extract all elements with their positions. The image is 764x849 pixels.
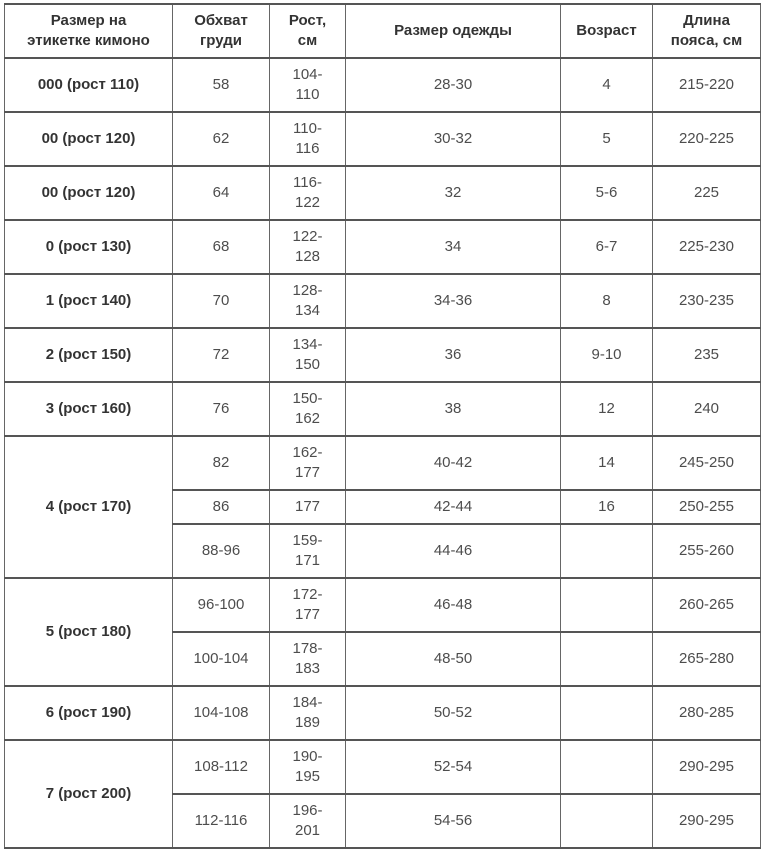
table-row — [5, 578, 761, 632]
chest-cell: 108-112 — [173, 740, 270, 794]
chest-cell: 82 — [173, 436, 270, 490]
height-cell: 177 — [270, 490, 346, 524]
clothing-size-cell: 44-46 — [346, 524, 561, 578]
clothing-size-cell: 54-56 — [346, 794, 561, 848]
belt-length-cell: 280-285 — [653, 686, 761, 740]
clothing-size-cell: 32 — [346, 166, 561, 220]
age-cell: 5 — [561, 112, 653, 166]
kimono-size-table — [4, 3, 761, 849]
age-cell: 6-7 — [561, 220, 653, 274]
table-row — [5, 382, 761, 436]
chest-cell: 72 — [173, 328, 270, 382]
belt-length-cell: 245-250 — [653, 436, 761, 490]
height-cell: 184- 189 — [270, 686, 346, 740]
chest-cell: 68 — [173, 220, 270, 274]
clothing-size-cell: 52-54 — [346, 740, 561, 794]
size-label-cell: 6 (рост 190) — [5, 686, 173, 740]
chest-cell: 58 — [173, 58, 270, 112]
clothing-size-cell: 46-48 — [346, 578, 561, 632]
belt-length-cell: 290-295 — [653, 794, 761, 848]
age-cell: 9-10 — [561, 328, 653, 382]
clothing-size-cell: 36 — [346, 328, 561, 382]
chest-cell: 76 — [173, 382, 270, 436]
age-cell — [561, 794, 653, 848]
size-label-cell: 5 (рост 180) — [5, 578, 173, 686]
age-cell: 4 — [561, 58, 653, 112]
belt-length-cell: 215-220 — [653, 58, 761, 112]
belt-length-cell: 290-295 — [653, 740, 761, 794]
age-cell: 8 — [561, 274, 653, 328]
height-cell: 110- 116 — [270, 112, 346, 166]
table-row — [5, 220, 761, 274]
chest-cell: 104-108 — [173, 686, 270, 740]
size-label-cell: 0 (рост 130) — [5, 220, 173, 274]
age-cell: 16 — [561, 490, 653, 524]
height-cell: 150- 162 — [270, 382, 346, 436]
clothing-size-cell: 48-50 — [346, 632, 561, 686]
clothing-size-cell: 30-32 — [346, 112, 561, 166]
age-cell — [561, 686, 653, 740]
chest-cell: 64 — [173, 166, 270, 220]
table-row — [5, 112, 761, 166]
belt-length-cell: 220-225 — [653, 112, 761, 166]
age-cell — [561, 524, 653, 578]
age-cell — [561, 632, 653, 686]
size-label-cell: 4 (рост 170) — [5, 436, 173, 578]
table-row — [5, 686, 761, 740]
height-cell: 116- 122 — [270, 166, 346, 220]
table-row — [5, 328, 761, 382]
age-cell: 14 — [561, 436, 653, 490]
chest-cell: 86 — [173, 490, 270, 524]
height-cell: 159- 171 — [270, 524, 346, 578]
clothing-size-cell: 40-42 — [346, 436, 561, 490]
table-row — [5, 274, 761, 328]
clothing-size-cell: 42-44 — [346, 490, 561, 524]
clothing-size-cell: 38 — [346, 382, 561, 436]
age-cell: 5-6 — [561, 166, 653, 220]
chest-cell: 70 — [173, 274, 270, 328]
chest-cell: 112-116 — [173, 794, 270, 848]
belt-length-cell: 225 — [653, 166, 761, 220]
table-row — [5, 58, 761, 112]
belt-length-cell: 260-265 — [653, 578, 761, 632]
size-label-cell: 2 (рост 150) — [5, 328, 173, 382]
clothing-size-cell: 28-30 — [346, 58, 561, 112]
col-header-belt-length: Длина пояса, см — [653, 4, 761, 58]
belt-length-cell: 240 — [653, 382, 761, 436]
size-label-cell: 00 (рост 120) — [5, 112, 173, 166]
height-cell: 190- 195 — [270, 740, 346, 794]
col-header-chest: Обхват груди — [173, 4, 270, 58]
col-header-clothing-size: Размер одежды — [346, 4, 561, 58]
age-cell — [561, 740, 653, 794]
height-cell: 196- 201 — [270, 794, 346, 848]
belt-length-cell: 250-255 — [653, 490, 761, 524]
header-row — [5, 4, 761, 58]
belt-length-cell: 265-280 — [653, 632, 761, 686]
height-cell: 162- 177 — [270, 436, 346, 490]
chest-cell: 62 — [173, 112, 270, 166]
belt-length-cell: 225-230 — [653, 220, 761, 274]
size-label-cell: 3 (рост 160) — [5, 382, 173, 436]
table-row — [5, 740, 761, 794]
height-cell: 122- 128 — [270, 220, 346, 274]
belt-length-cell: 230-235 — [653, 274, 761, 328]
table-row — [5, 166, 761, 220]
height-cell: 128- 134 — [270, 274, 346, 328]
size-label-cell: 7 (рост 200) — [5, 740, 173, 848]
height-cell: 178- 183 — [270, 632, 346, 686]
age-cell: 12 — [561, 382, 653, 436]
height-cell: 104- 110 — [270, 58, 346, 112]
belt-length-cell: 235 — [653, 328, 761, 382]
age-cell — [561, 578, 653, 632]
clothing-size-cell: 34-36 — [346, 274, 561, 328]
col-header-age: Возраст — [561, 4, 653, 58]
chest-cell: 100-104 — [173, 632, 270, 686]
size-label-cell: 00 (рост 120) — [5, 166, 173, 220]
height-cell: 172- 177 — [270, 578, 346, 632]
height-cell: 134- 150 — [270, 328, 346, 382]
clothing-size-cell: 50-52 — [346, 686, 561, 740]
table-row — [5, 436, 761, 490]
col-header-height: Рост, см — [270, 4, 346, 58]
size-label-cell: 1 (рост 140) — [5, 274, 173, 328]
size-label-cell: 000 (рост 110) — [5, 58, 173, 112]
chest-cell: 96-100 — [173, 578, 270, 632]
col-header-size-label: Размер на этикетке кимоно — [5, 4, 173, 58]
belt-length-cell: 255-260 — [653, 524, 761, 578]
chest-cell: 88-96 — [173, 524, 270, 578]
clothing-size-cell: 34 — [346, 220, 561, 274]
